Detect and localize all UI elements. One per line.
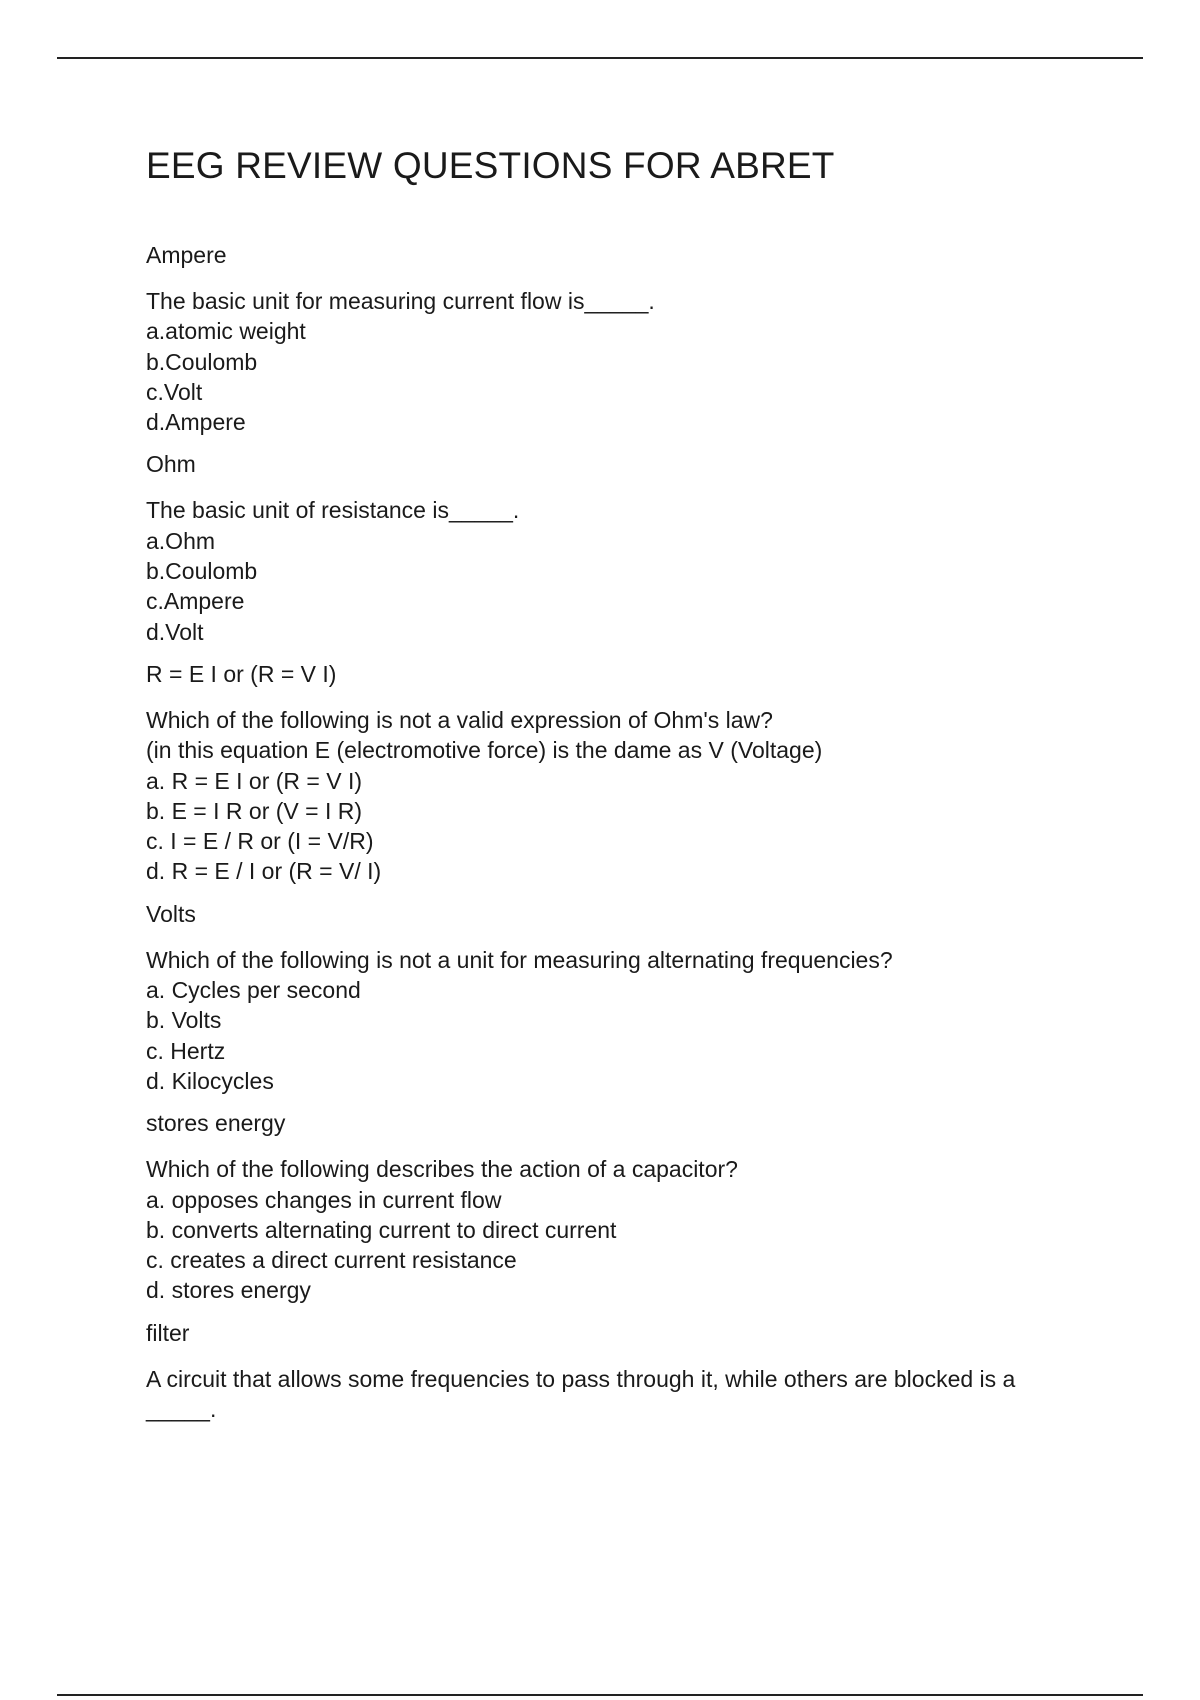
card-question xyxy=(146,705,1086,887)
card-question xyxy=(146,1364,1086,1425)
qa-card xyxy=(146,240,1086,437)
answer-option: b.Coulomb xyxy=(146,348,258,375)
card-question xyxy=(146,286,1086,437)
card-answer: filter xyxy=(146,1319,190,1346)
top-rule xyxy=(57,57,1143,59)
question-text: Which of the following is not a unit for measuring alternating frequencies? xyxy=(146,946,893,973)
card-answer: stores energy xyxy=(146,1110,286,1137)
answer-option: c. creates a direct current resistance xyxy=(146,1247,517,1274)
question-text: The basic unit of resistance is_____. xyxy=(146,497,520,524)
answer-option: d. R = E / I or (R = V/ I) xyxy=(146,858,382,885)
qa-card xyxy=(146,1108,1086,1305)
qa-card xyxy=(146,659,1086,887)
answer-option: c.Volt xyxy=(146,378,203,405)
question-text: Which of the following describes the action of a capacitor? xyxy=(146,1156,738,1183)
answer-option: d. stores energy xyxy=(146,1277,311,1304)
answer-option: c. I = E / R or (I = V/R) xyxy=(146,828,374,855)
card-question xyxy=(146,945,1086,1096)
card-question xyxy=(146,495,1086,646)
answer-option: a. R = E I or (R = V I) xyxy=(146,767,363,794)
answer-option: a.atomic weight xyxy=(146,318,306,345)
answer-option: b. Volts xyxy=(146,1007,222,1034)
qa-card xyxy=(146,1318,1086,1425)
card-answer: Ohm xyxy=(146,451,196,478)
question-text: _____. xyxy=(146,1396,217,1423)
question-text: (in this equation E (electromotive force) is the dame as V (Voltage) xyxy=(146,737,823,764)
answer-option: a. opposes changes in current flow xyxy=(146,1186,502,1213)
answer-option: b. E = I R or (V = I R) xyxy=(146,797,363,824)
question-text: Which of the following is not a valid expression of Ohm's law? xyxy=(146,706,773,733)
answer-option: c. Hertz xyxy=(146,1037,226,1064)
card-question xyxy=(146,1154,1086,1305)
qa-card xyxy=(146,449,1086,646)
card-answer: Ampere xyxy=(146,242,227,268)
answer-option: b. converts alternating current to direct current xyxy=(146,1216,617,1243)
qa-list xyxy=(146,240,1086,1424)
answer-option: d.Ampere xyxy=(146,409,246,436)
question-text: The basic unit for measuring current flow is_____. xyxy=(146,288,655,314)
answer-option: a. Cycles per second xyxy=(146,977,361,1004)
answer-option: d.Volt xyxy=(146,618,204,645)
card-answer: R = E I or (R = V I) xyxy=(146,660,337,687)
qa-card xyxy=(146,899,1086,1096)
answer-option: d. Kilocycles xyxy=(146,1067,274,1094)
page-title: EEG REVIEW QUESTIONS FOR ABRET xyxy=(146,145,835,186)
answer-option: a.Ohm xyxy=(146,527,216,554)
question-text: A circuit that allows some frequencies to pass through it, while others are blocked is a xyxy=(146,1365,1016,1392)
document-content xyxy=(146,140,1086,1436)
card-answer: Volts xyxy=(146,900,196,927)
bottom-rule xyxy=(57,1694,1143,1696)
answer-option: c.Ampere xyxy=(146,588,245,615)
answer-option: b.Coulomb xyxy=(146,558,258,585)
